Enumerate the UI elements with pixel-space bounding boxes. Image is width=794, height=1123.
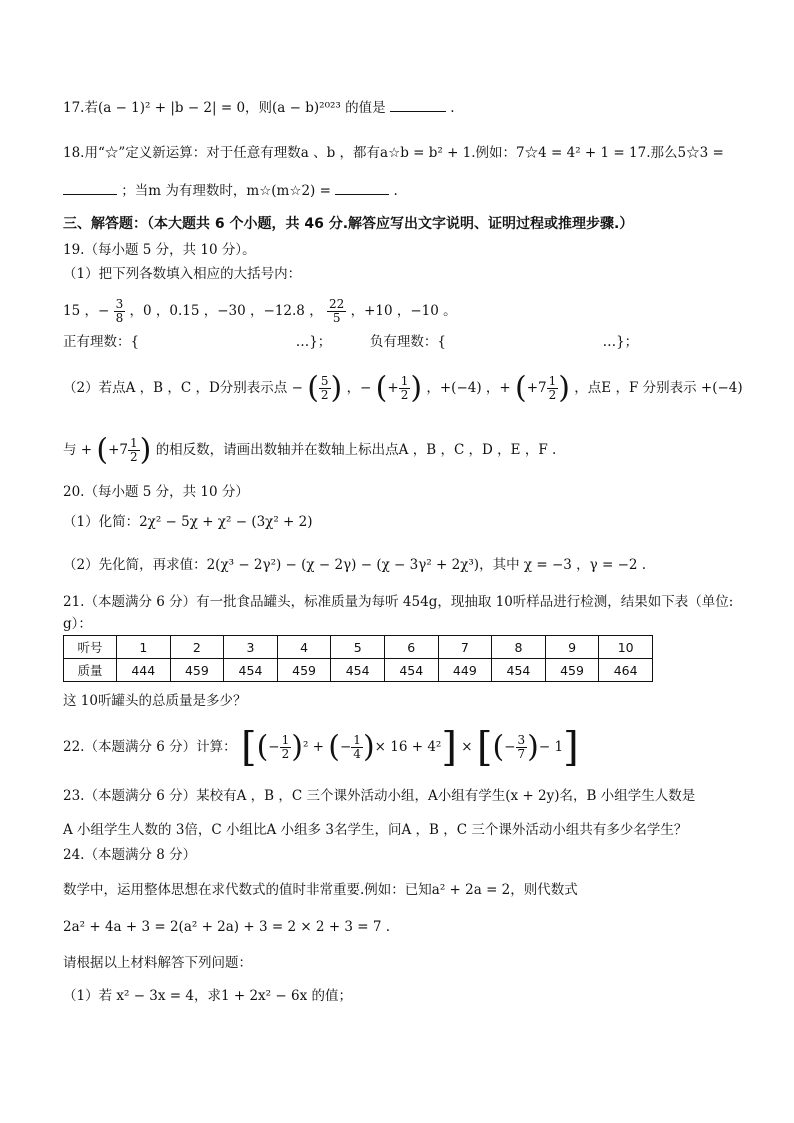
question-24-line-3: [63, 953, 252, 973]
section-3-title-text: 三、解答题：（本大题共 6 个小题，共 46 分.解答应写出文字说明、证明过程或推理步骤.）: [63, 216, 634, 232]
table-cell: 7: [438, 636, 492, 659]
q22-expr-a: −: [268, 739, 280, 755]
q22-expr-b: ² +: [302, 739, 329, 755]
table-cell: 444: [117, 659, 171, 682]
q21-question: 这 10听罐头的总质量是多少？: [63, 693, 247, 709]
q19-numbers-b: ，0 ，0.15 ，−30 ，−12.8 ，: [129, 303, 323, 319]
table-cell: 9: [545, 636, 599, 659]
q18-answer-blank-1[interactable]: [63, 180, 117, 195]
q20-header: 20.（每小题 5 分，共 10 分）: [63, 484, 249, 500]
question-19-part-1: [63, 264, 301, 284]
question-20-part-1: [63, 512, 313, 532]
fraction-5-2: [319, 375, 331, 402]
table-head-mass: 质量: [64, 659, 117, 682]
question-24-line-2: [63, 917, 390, 937]
table-cell: 454: [492, 659, 546, 682]
question-24-line-1: [63, 880, 578, 900]
q22-expr-d: × 16 + 4²: [374, 739, 442, 755]
question-19-part-2: （2）若点A ，B ，C ，D分别表示点 − ( $\frac{5}{2}$ ) ，− (+ $\frac{1}{2}$ ) ，+(−4) ，+ (+7 $\frac{1}{2}$ ) ，点E ，F 分别表示 +(−4): [63, 370, 743, 406]
fraction-1-2-a-den: 2: [400, 388, 409, 402]
question-20-header: [63, 482, 249, 502]
q23-line1: 23.（本题满分 6 分）某校有A ，B ，C 三个课外活动小组，A小组有学生(x + 2y)名，B 小组学生人数是: [63, 788, 696, 804]
q18-line1: 18.用“☆”定义新运算：对于任意有理数a 、b ，都有a☆b = b² + 1.例如：7☆4 = 4² + 1 = 17.那么5☆3 =: [63, 145, 724, 161]
table-cell: 459: [277, 659, 331, 682]
question-18-line-2: [63, 180, 398, 201]
q22-expr-f: −: [504, 739, 516, 755]
q17-tail: .: [450, 100, 455, 116]
fraction-1-4: [351, 734, 363, 761]
question-17: [63, 97, 455, 118]
fraction-1-2-b-num: 1: [548, 374, 557, 388]
table-cell: 8: [492, 636, 546, 659]
table-head-number: 听号: [64, 636, 117, 659]
negative-rational-end: …}；: [602, 334, 639, 350]
fraction-1-2-b-den: 2: [548, 388, 557, 402]
q17-answer-blank[interactable]: [390, 97, 446, 112]
section-3-title: [63, 214, 633, 234]
q22-expr-g: − 1: [538, 739, 564, 755]
q20-part2: （2）先化简，再求值：2(χ³ − 2γ²) − (χ − 2γ) − (χ − 3γ² + 2χ³)，其中 χ = −3 ，γ = −2 .: [63, 557, 647, 573]
question-19-sets: [63, 332, 638, 352]
q19-part2-a: （2）若点A ，B ，C ，D分别表示点 −: [63, 380, 303, 396]
q24-line4: （1）若 x² − 3x = 4，求1 + 2x² − 6x 的值；: [63, 988, 352, 1004]
negative-rational-label: 负有理数：{: [369, 334, 446, 350]
q22-expr-e: ×: [461, 739, 473, 755]
table-cell: 6: [384, 636, 438, 659]
q19-part2-line2-a: 与 +: [63, 442, 93, 458]
q19-part2-d: ，点E ，F 分别表示 +(−4): [574, 380, 743, 396]
q19-part2-c: ，+(−4) ，+: [426, 380, 511, 396]
question-19-header: [63, 240, 256, 260]
q24-header: 24.（本题满分 8 分）: [63, 847, 197, 863]
mixed-number-whole-2: +7: [108, 442, 129, 458]
question-24-header: [63, 845, 196, 865]
q21-line1: 21.（本题满分 6 分）有一批食品罐头，标准质量为每听 454g，现抽取 10听样品进行检测，结果如下表（单位:: [63, 594, 734, 610]
fraction-3-7: [516, 734, 528, 761]
q19-numbers-a: 15 ，−: [63, 303, 110, 319]
question-23-line-1: [63, 786, 695, 806]
q24-line1: 数学中，运用整体思想在求代数式的值时非常重要.例如：已知a² + 2a = 2，则代数式: [63, 882, 578, 898]
q24-line3: 请根据以上材料解答下列问题：: [63, 955, 252, 971]
fraction-3-8-den: 8: [115, 311, 124, 325]
q19-part2-b: ，−: [346, 380, 372, 396]
fraction-22-5-den: 5: [332, 311, 341, 325]
fraction-22-5-num: 22: [329, 297, 345, 311]
table-cell: 5: [331, 636, 385, 659]
q22-prefix: 22.（本题满分 6 分）计算：: [63, 739, 237, 755]
positive-rational-label: 正有理数：{: [63, 334, 140, 350]
q19-part2-line2-b: 的相反数，请画出数轴并在数轴上标出点A ，B ，C ，D ，E ，F .: [155, 442, 557, 458]
question-21-question: [63, 691, 246, 711]
question-22: 22.（本题满分 6 分）计算： [(− $\frac{1}{2}$ )² + (− $\frac{1}{4}$ )× 16 + 4²] × [(− $\frac{3}{7}$ )− 1]: [63, 724, 579, 771]
question-19-numbers: [63, 298, 457, 325]
table-cell: 454: [384, 659, 438, 682]
q18-line2-tail: .: [393, 183, 398, 199]
fraction-1-4-num: 1: [353, 733, 361, 747]
table-cell: 2: [170, 636, 224, 659]
fraction-3-7-num: 3: [517, 733, 526, 747]
table-cell: 464: [599, 659, 653, 682]
question-19-part-2-line-2: 与 + (+7 $\frac{1}{2}$ ) 的相反数，请画出数轴并在数轴上标出点A ，B ，C ，D ，E ，F .: [63, 432, 557, 468]
question-23-line-2: [63, 820, 687, 840]
fraction-1-2-c-den: 2: [130, 450, 138, 464]
fraction-1-2-d: [280, 734, 292, 761]
fraction-1-2-d-num: 1: [281, 733, 290, 747]
fraction-1-2-b: [547, 375, 559, 402]
fraction-1-2-a: [399, 375, 411, 402]
table-cell: 454: [224, 659, 278, 682]
fraction-1-2-d-den: 2: [281, 747, 290, 761]
fraction-22-5: [327, 298, 346, 325]
table-cell: 4: [277, 636, 331, 659]
table-cell: 1: [117, 636, 171, 659]
q19-part1: （1）把下列各数填入相应的大括号内：: [63, 266, 302, 282]
fraction-1-2-c-num: 1: [130, 436, 138, 450]
q19-header: 19.（每小题 5 分，共 10 分）。: [63, 242, 256, 258]
q22-expr-c: −: [339, 739, 352, 755]
table-cell: 459: [545, 659, 599, 682]
q24-line2: 2a² + 4a + 3 = 2(a² + 2a) + 3 = 2 × 2 + 3 = 7 .: [63, 919, 391, 935]
table-cell: 459: [170, 659, 224, 682]
question-18-line-1: [63, 143, 724, 163]
can-weight-table: [63, 635, 653, 682]
fraction-3-7-den: 7: [517, 747, 526, 761]
table-cell: 454: [331, 659, 385, 682]
fraction-1-4-den: 4: [353, 747, 361, 761]
fraction-1-2-c: [128, 437, 140, 464]
fraction-3-8: [114, 298, 126, 325]
q18-answer-blank-2[interactable]: [335, 180, 389, 195]
fraction-3-8-num: 3: [115, 297, 124, 311]
positive-rational-end: …}；: [295, 334, 332, 350]
question-21-line-2: [63, 614, 92, 634]
table-cell: 10: [599, 636, 653, 659]
q20-part1: （1）化简：2χ² − 5χ + χ² − (3χ² + 2): [63, 514, 313, 530]
table-row-number: [64, 636, 653, 659]
fraction-5-2-den: 2: [320, 388, 329, 402]
q23-line2: A 小组学生人数的 3倍，C 小组比A 小组多 3名学生，问A ，B ，C 三个课外活动小组共有多少名学生？: [63, 822, 688, 838]
q18-line2-mid: ；当m 为有理数时，m☆(m☆2) =: [121, 183, 331, 199]
table-row-mass: [64, 659, 653, 682]
question-20-part-2: [63, 555, 646, 575]
mixed-number-whole: +7: [526, 380, 547, 396]
fraction-5-2-num: 5: [320, 374, 329, 388]
q17-text: 17.若(a − 1)² + |b − 2| = 0，则(a − b)²⁰²³ 的值是: [63, 100, 386, 116]
question-24-line-4: [63, 986, 352, 1006]
question-21-line-1: [63, 592, 733, 612]
table-cell: 449: [438, 659, 492, 682]
q21-line2: g）：: [63, 616, 92, 632]
q19-numbers-c: ，+10 ，−10 。: [350, 303, 457, 319]
table-cell: 3: [224, 636, 278, 659]
fraction-1-2-a-num: 1: [400, 374, 409, 388]
